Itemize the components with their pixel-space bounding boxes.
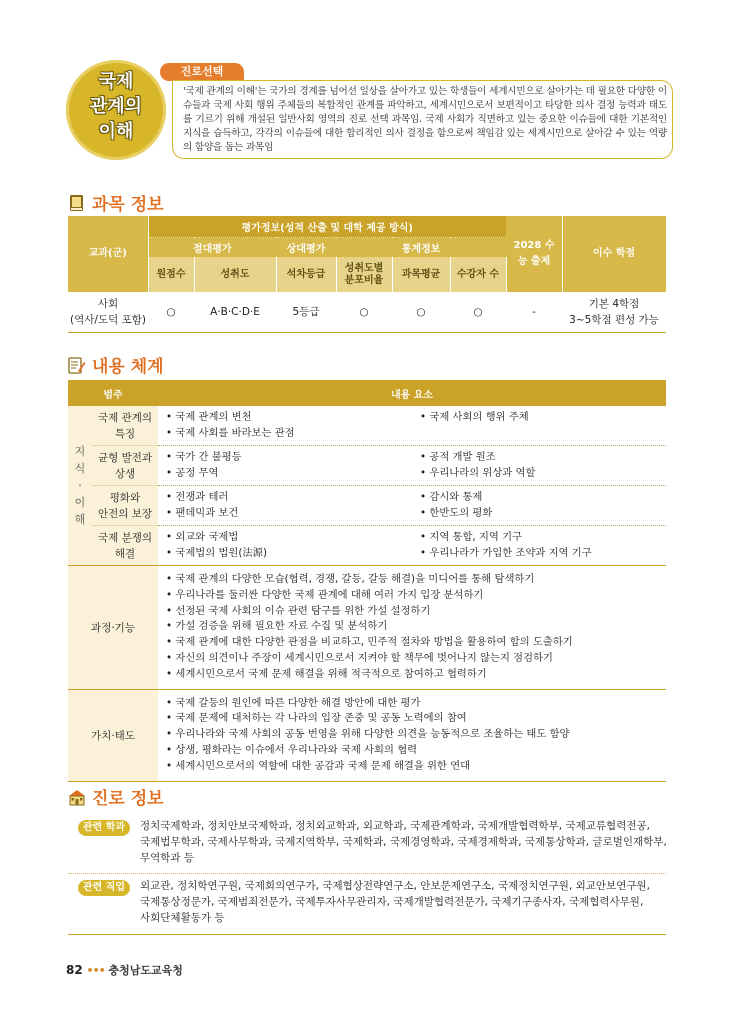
related-jobs-list: 외교관, 정치학연구원, 국제회의연구가, 국제협상전략연구소, 안보문제연구소, 국제정치연구원, 외교안보연구원, 국제통상정문가, 국제범죄전문가, 국제투자사무관리자, 국제개발협력전문가, 국제기구종사자, 국제협력사무원, 사회단체활동가 등: [140, 880, 650, 924]
list-item: • 국제 사회를 바라보는 관점: [166, 426, 420, 442]
career-info-heading: [68, 784, 164, 809]
list-item: • 국제법의 법원(法源): [166, 546, 420, 562]
subject-title-line-1: 국제: [98, 71, 134, 92]
knowledge-category: 국제 분쟁의 해결: [92, 526, 158, 566]
career-info-title: 진로 정보: [92, 789, 164, 809]
list-item: • 국제 관계의 다양한 모습(협력, 경쟁, 갈등, 갈등 해결)을 미디어를 통해 탐색하기: [166, 572, 658, 588]
list-item: • 상생, 평화라는 이슈에서 우리나라와 국제 사회의 협력: [166, 743, 658, 759]
related-jobs-label: 관련 직업: [78, 880, 130, 896]
list-item: • 국가 간 불평등: [166, 450, 420, 466]
process-skills-items: [158, 566, 666, 690]
col-category: 범주: [68, 380, 158, 406]
sub-average: 과목평균: [392, 258, 450, 293]
col-relative: 상대평가: [276, 238, 336, 258]
list-item: • 세계시민으로서의 역할에 대한 공감과 국제 문제 해결을 위한 연대: [166, 759, 658, 775]
page-footer: [66, 962, 183, 978]
publisher-name: 충청남도교육청: [108, 964, 183, 977]
list-item: • 선정된 국제 사회의 이슈 관련 탐구를 위한 가설 설정하기: [166, 604, 658, 620]
knowledge-category: 균형 발전과 상생: [92, 446, 158, 486]
content-system-table: [68, 380, 666, 782]
col-csat: 2028 수능 출제: [506, 216, 562, 292]
list-item: • 우리나라와 국제 사회의 공동 번영을 위해 다양한 의견을 능동적으로 조율하는 태도 함양: [166, 727, 658, 743]
list-item: • 가설 검증을 위해 필요한 자료 수집 및 분석하기: [166, 619, 658, 635]
csat-cell: -: [506, 292, 562, 333]
count-cell: ○: [450, 292, 506, 333]
sub-achievement: 성취도: [194, 258, 276, 293]
list-item: • 우리나라가 가입한 조약과 지역 기구: [420, 546, 658, 562]
col-elements: 내용 요소: [158, 380, 666, 406]
knowledge-items: [158, 446, 666, 486]
values-attitudes-items: [158, 689, 666, 781]
sub-rank: 석차등급: [276, 258, 336, 293]
list-item: • 국제 갈등의 원인에 따른 다양한 해결 방안에 대한 평가: [166, 696, 658, 712]
col-absolute: 절대평가: [148, 238, 276, 258]
knowledge-category: 평화와 안전의 보장: [92, 486, 158, 526]
list-item: • 국제 관계에 대한 다양한 관점을 비교하고, 민주적 절차와 방법을 활용하여 합의 도출하기: [166, 635, 658, 651]
average-cell: ○: [392, 292, 450, 333]
knowledge-category: 국제 관계의 특징: [92, 406, 158, 446]
list-item: • 지역 통합, 지역 기구: [420, 530, 658, 546]
list-item: • 감시와 통제: [420, 490, 658, 506]
list-item: • 외교와 국제법: [166, 530, 420, 546]
subject-info-title: 과목 정보: [92, 195, 164, 215]
page-number: 82: [66, 963, 83, 977]
col-stats: 통계정보: [336, 238, 506, 258]
related-departments-label: 관련 학과: [78, 820, 130, 836]
list-item: • 국제 문제에 대처하는 각 나라의 입장 존중 및 공동 노력에의 참여: [166, 711, 658, 727]
process-skills-category: 과정·기능: [68, 566, 158, 690]
subject-cell: 사회 (역사/도덕 포함): [68, 292, 148, 333]
credit-cell: 기본 4학점 3~5학점 편성 가능: [562, 292, 666, 333]
col-eval-info: 평가정보(성적 산출 및 대학 제공 방식): [148, 216, 506, 238]
list-item: • 우리나라를 둘러싼 다양한 국제 관계에 대해 여러 가지 입장 분석하기: [166, 588, 658, 604]
footer-dots: •••: [86, 964, 105, 977]
list-item: • 한반도의 평화: [420, 506, 658, 522]
sub-distribution: 성취도별 분포비율: [336, 258, 392, 293]
notepad-pencil-icon: [68, 356, 86, 374]
list-item: • 자신의 의견이나 주장이 세계시민으로서 지켜야 할 책무에 벗어나지 않는지 점검하기: [166, 651, 658, 667]
distribution-cell: ○: [336, 292, 392, 333]
rank-cell: 5등급: [276, 292, 336, 333]
list-item: • 전쟁과 테러: [166, 490, 420, 506]
knowledge-items: [158, 526, 666, 566]
sub-raw-score: 원점수: [148, 258, 194, 293]
career-divider: [68, 873, 666, 874]
related-departments-list: 정치국제학과, 정치안보국제학과, 정치외교학과, 외교학과, 국제관계학과, 국제개발협력학부, 국제교류협력전공, 국제법무학과, 국제사무학과, 국제지역학부, 국제학과, 국제경영학과, 국제경제학과, 국제통상학과, 글로벌인재학부, 무역학과 등: [140, 820, 667, 864]
achievement-cell: A·B·C·D·E: [194, 292, 276, 333]
knowledge-items: [158, 406, 666, 446]
knowledge-label: 지 식 · 이 해: [68, 406, 92, 566]
raw-score-cell: ○: [148, 292, 194, 333]
school-building-icon: [68, 788, 86, 806]
subject-title-line-2: 관계의: [89, 96, 143, 117]
subject-info-heading: [68, 190, 164, 215]
list-item: • 국제 관계의 변천: [166, 410, 420, 426]
list-item: • 국제 사회의 행위 주체: [420, 410, 658, 426]
list-item: • 공정 무역: [166, 466, 420, 482]
list-item: • 팬데믹과 보건: [166, 506, 420, 522]
career-bottom-rule: [68, 934, 666, 935]
content-system-title: 내용 체계: [92, 357, 164, 377]
values-attitudes-category: 가치·태도: [68, 689, 158, 781]
category-tab: 진로선택: [160, 63, 244, 81]
knowledge-items: [158, 486, 666, 526]
list-item: • 공적 개발 원조: [420, 450, 658, 466]
subject-info-table: [68, 216, 667, 333]
col-subject-group: 교과(군): [68, 216, 148, 292]
subject-title-line-3: 이해: [98, 121, 134, 142]
subject-title: [66, 69, 166, 144]
list-item: • 우리나라의 위상과 역할: [420, 466, 658, 482]
content-system-heading: [68, 352, 164, 377]
intro-description: '국제 관계의 이해'는 국가의 경계를 넘어선 일상을 살아가고 있는 학생들이 세계시민으로 살아가는 데 필요한 다양한 이슈들과 국제 사회 행위 주체들의 복합적인 관계를 파악하고, 세계시민으로서 보편적이고 타당한 의사 결정 능력과 태도를 기르기 위해 개설된 일반사회 영역의 진로 선택 과목임. 국제 사회가 직면하고 있는 중요한 이슈들에 대한 기본적인 지식을 습득하고, 각각의 이슈들에 대한 합리적인 의사 결정을 함으로써 책임감 있는 세계시민으로 살아갈 수 있는 역량의 함양을 돕는 과목임: [172, 80, 673, 159]
list-item: • 세계시민으로서 국제 문제 해결을 위해 적극적으로 참여하고 협력하기: [166, 667, 658, 683]
book-icon: [68, 194, 86, 212]
sub-count: 수강자 수: [450, 258, 506, 293]
col-credit: 이수 학점: [562, 216, 666, 292]
